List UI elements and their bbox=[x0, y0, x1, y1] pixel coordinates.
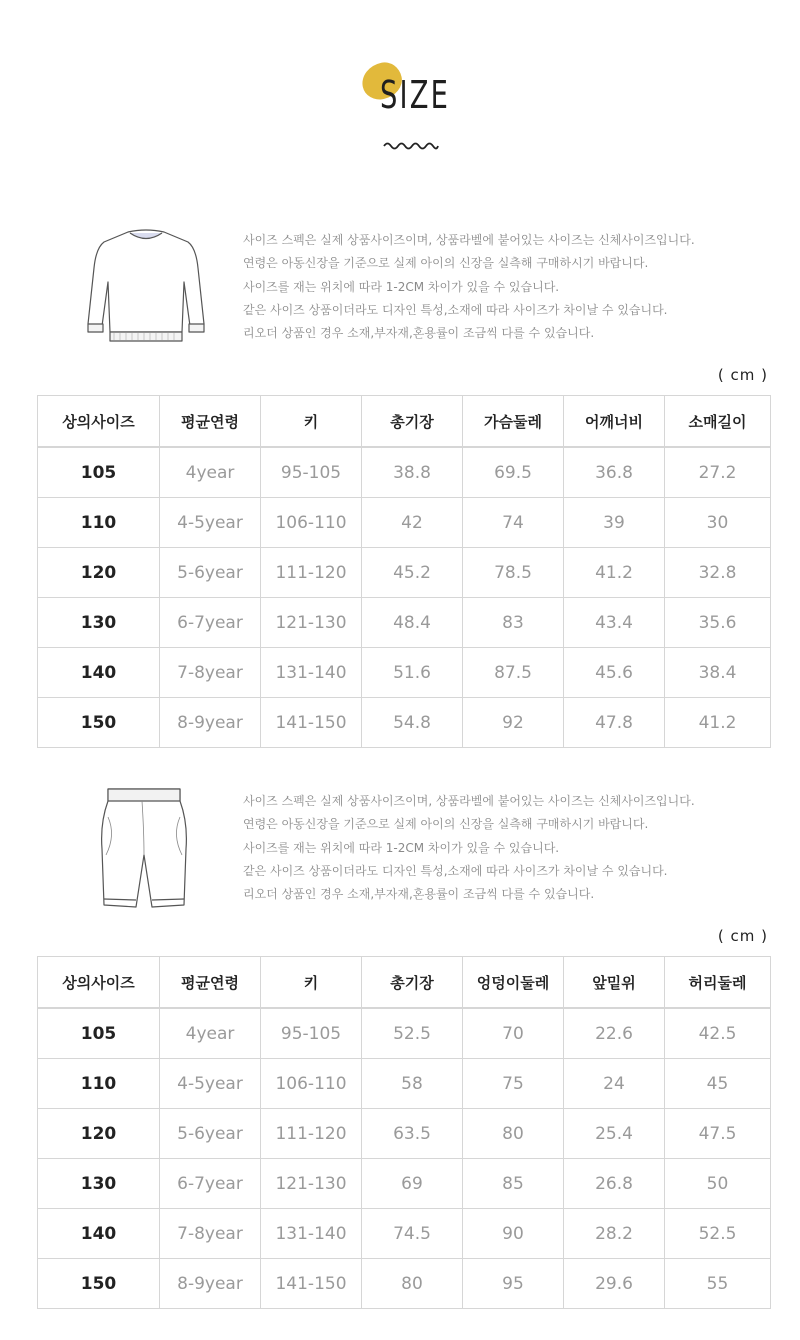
table-cell: 150 bbox=[38, 1259, 160, 1309]
table-cell: 4-5year bbox=[160, 1059, 261, 1109]
table-cell: 43.4 bbox=[564, 598, 665, 648]
table-cell: 90 bbox=[463, 1209, 564, 1259]
table-cell: 7-8year bbox=[160, 1209, 261, 1259]
table-cell: 7-8year bbox=[160, 648, 261, 698]
table-cell: 41.2 bbox=[564, 548, 665, 598]
table-cell: 51.6 bbox=[362, 648, 463, 698]
table-cell: 105 bbox=[38, 1008, 160, 1059]
note-line: 사이즈 스펙은 실제 상품사이즈이며, 상품라벨에 붙어있는 사이즈는 신체사이즈입니다. bbox=[243, 233, 695, 247]
table-cell: 140 bbox=[38, 1209, 160, 1259]
table-cell: 105 bbox=[38, 447, 160, 498]
table-row bbox=[38, 1008, 771, 1059]
table-cell: 95-105 bbox=[261, 447, 362, 498]
column-header: 상의사이즈 bbox=[38, 957, 160, 1009]
table-cell: 25.4 bbox=[564, 1109, 665, 1159]
table-cell: 130 bbox=[38, 598, 160, 648]
table-row bbox=[38, 648, 771, 698]
table-cell: 80 bbox=[463, 1109, 564, 1159]
table-cell: 47.5 bbox=[665, 1109, 771, 1159]
note-line: 같은 사이즈 상품이더라도 디자인 특성,소재에 따라 사이즈가 차이날 수 있습니다. bbox=[243, 863, 668, 878]
table-header-row bbox=[38, 957, 771, 1009]
unit-label: ( cm ) bbox=[717, 366, 768, 384]
table-cell: 141-150 bbox=[261, 1259, 362, 1309]
table-cell: 111-120 bbox=[261, 548, 362, 598]
table-cell: 74 bbox=[463, 498, 564, 548]
table-cell: 45.2 bbox=[362, 548, 463, 598]
table-cell: 39 bbox=[564, 498, 665, 548]
table-cell: 8-9year bbox=[160, 1259, 261, 1309]
table-cell: 141-150 bbox=[261, 698, 362, 748]
table-cell: 52.5 bbox=[665, 1209, 771, 1259]
table-cell: 4year bbox=[160, 1008, 261, 1059]
table-cell: 38.4 bbox=[665, 648, 771, 698]
table-cell: 121-130 bbox=[261, 1159, 362, 1209]
table-cell: 30 bbox=[665, 498, 771, 548]
table-cell: 42 bbox=[362, 498, 463, 548]
table-cell: 110 bbox=[38, 1059, 160, 1109]
table-row bbox=[38, 1259, 771, 1309]
table-cell: 63.5 bbox=[362, 1109, 463, 1159]
table-row bbox=[38, 1209, 771, 1259]
note-line: 연령은 아동신장을 기준으로 실제 아이의 신장을 실측해 구매하시기 바랍니다. bbox=[243, 256, 649, 271]
table-cell: 85 bbox=[463, 1159, 564, 1209]
table-row bbox=[38, 1159, 771, 1209]
table-cell: 28.2 bbox=[564, 1209, 665, 1259]
table-cell: 95-105 bbox=[261, 1008, 362, 1059]
column-header: 평균연령 bbox=[160, 396, 261, 448]
table-row bbox=[38, 1059, 771, 1109]
table-cell: 26.8 bbox=[564, 1159, 665, 1209]
table-cell: 70 bbox=[463, 1008, 564, 1059]
column-header: 엉덩이둘레 bbox=[463, 957, 564, 1009]
column-header: 앞밑위 bbox=[564, 957, 665, 1009]
table-cell: 42.5 bbox=[665, 1008, 771, 1059]
table-row bbox=[38, 698, 771, 748]
table-cell: 87.5 bbox=[463, 648, 564, 698]
table-cell: 45.6 bbox=[564, 648, 665, 698]
table-cell: 131-140 bbox=[261, 1209, 362, 1259]
table-cell: 27.2 bbox=[665, 447, 771, 498]
unit-label: ( cm ) bbox=[717, 927, 768, 945]
size-notes bbox=[243, 790, 695, 906]
table-cell: 92 bbox=[463, 698, 564, 748]
table-header-row bbox=[38, 396, 771, 448]
table-cell: 45 bbox=[665, 1059, 771, 1109]
table-cell: 48.4 bbox=[362, 598, 463, 648]
table-row bbox=[38, 548, 771, 598]
size-header bbox=[0, 55, 800, 165]
table-cell: 32.8 bbox=[665, 548, 771, 598]
column-header: 가슴둘레 bbox=[463, 396, 564, 448]
note-line: 같은 사이즈 상품이더라도 디자인 특성,소재에 따라 사이즈가 차이날 수 있습니다. bbox=[243, 302, 668, 317]
table-cell: 150 bbox=[38, 698, 160, 748]
table-cell: 106-110 bbox=[261, 498, 362, 548]
note-line: 연령은 아동신장을 기준으로 실제 아이의 신장을 실측해 구매하시기 바랍니다. bbox=[243, 817, 649, 832]
top-size-table bbox=[37, 395, 771, 748]
table-cell: 69.5 bbox=[463, 447, 564, 498]
table-cell: 4year bbox=[160, 447, 261, 498]
column-header: 상의사이즈 bbox=[38, 396, 160, 448]
table-cell: 55 bbox=[665, 1259, 771, 1309]
column-header: 총기장 bbox=[362, 957, 463, 1009]
table-cell: 120 bbox=[38, 548, 160, 598]
column-header: 키 bbox=[261, 957, 362, 1009]
bottom-size-table bbox=[37, 956, 771, 1309]
table-cell: 5-6year bbox=[160, 548, 261, 598]
table-cell: 54.8 bbox=[362, 698, 463, 748]
column-header: 어깨너비 bbox=[564, 396, 665, 448]
table-cell: 130 bbox=[38, 1159, 160, 1209]
table-cell: 29.6 bbox=[564, 1259, 665, 1309]
table-cell: 38.8 bbox=[362, 447, 463, 498]
size-notes bbox=[243, 229, 695, 345]
table-cell: 36.8 bbox=[564, 447, 665, 498]
table-cell: 6-7year bbox=[160, 1159, 261, 1209]
table-cell: 8-9year bbox=[160, 698, 261, 748]
table-cell: 120 bbox=[38, 1109, 160, 1159]
table-cell: 41.2 bbox=[665, 698, 771, 748]
note-line: 리오더 상품인 경우 소재,부자재,혼용률이 조금씩 다를 수 있습니다. bbox=[243, 326, 595, 341]
table-cell: 74.5 bbox=[362, 1209, 463, 1259]
note-line: 사이즈를 재는 위치에 따라 1-2CM 차이가 있을 수 있습니다. bbox=[243, 279, 560, 294]
column-header: 허리둘레 bbox=[665, 957, 771, 1009]
table-cell: 47.8 bbox=[564, 698, 665, 748]
table-cell: 121-130 bbox=[261, 598, 362, 648]
table-cell: 58 bbox=[362, 1059, 463, 1109]
table-cell: 95 bbox=[463, 1259, 564, 1309]
shorts-icon bbox=[96, 787, 192, 911]
table-cell: 106-110 bbox=[261, 1059, 362, 1109]
table-cell: 80 bbox=[362, 1259, 463, 1309]
table-cell: 75 bbox=[463, 1059, 564, 1109]
table-cell: 131-140 bbox=[261, 648, 362, 698]
table-cell: 35.6 bbox=[665, 598, 771, 648]
table-cell: 78.5 bbox=[463, 548, 564, 598]
table-row bbox=[38, 447, 771, 498]
note-line: 리오더 상품인 경우 소재,부자재,혼용률이 조금씩 다를 수 있습니다. bbox=[243, 887, 595, 902]
table-row bbox=[38, 598, 771, 648]
table-cell: 110 bbox=[38, 498, 160, 548]
table-cell: 83 bbox=[463, 598, 564, 648]
page-title: SIZE bbox=[380, 73, 451, 117]
note-line: 사이즈 스펙은 실제 상품사이즈이며, 상품라벨에 붙어있는 사이즈는 신체사이즈입니다. bbox=[243, 794, 695, 808]
table-cell: 24 bbox=[564, 1059, 665, 1109]
table-cell: 6-7year bbox=[160, 598, 261, 648]
table-cell: 111-120 bbox=[261, 1109, 362, 1159]
wave-divider-icon bbox=[383, 140, 439, 152]
note-line: 사이즈를 재는 위치에 따라 1-2CM 차이가 있을 수 있습니다. bbox=[243, 840, 560, 855]
table-cell: 5-6year bbox=[160, 1109, 261, 1159]
table-row bbox=[38, 1109, 771, 1159]
table-cell: 52.5 bbox=[362, 1008, 463, 1059]
table-cell: 50 bbox=[665, 1159, 771, 1209]
column-header: 평균연령 bbox=[160, 957, 261, 1009]
table-cell: 4-5year bbox=[160, 498, 261, 548]
sweatshirt-icon bbox=[82, 228, 210, 346]
column-header: 총기장 bbox=[362, 396, 463, 448]
column-header: 소매길이 bbox=[665, 396, 771, 448]
table-cell: 22.6 bbox=[564, 1008, 665, 1059]
table-cell: 140 bbox=[38, 648, 160, 698]
table-cell: 69 bbox=[362, 1159, 463, 1209]
column-header: 키 bbox=[261, 396, 362, 448]
table-row bbox=[38, 498, 771, 548]
